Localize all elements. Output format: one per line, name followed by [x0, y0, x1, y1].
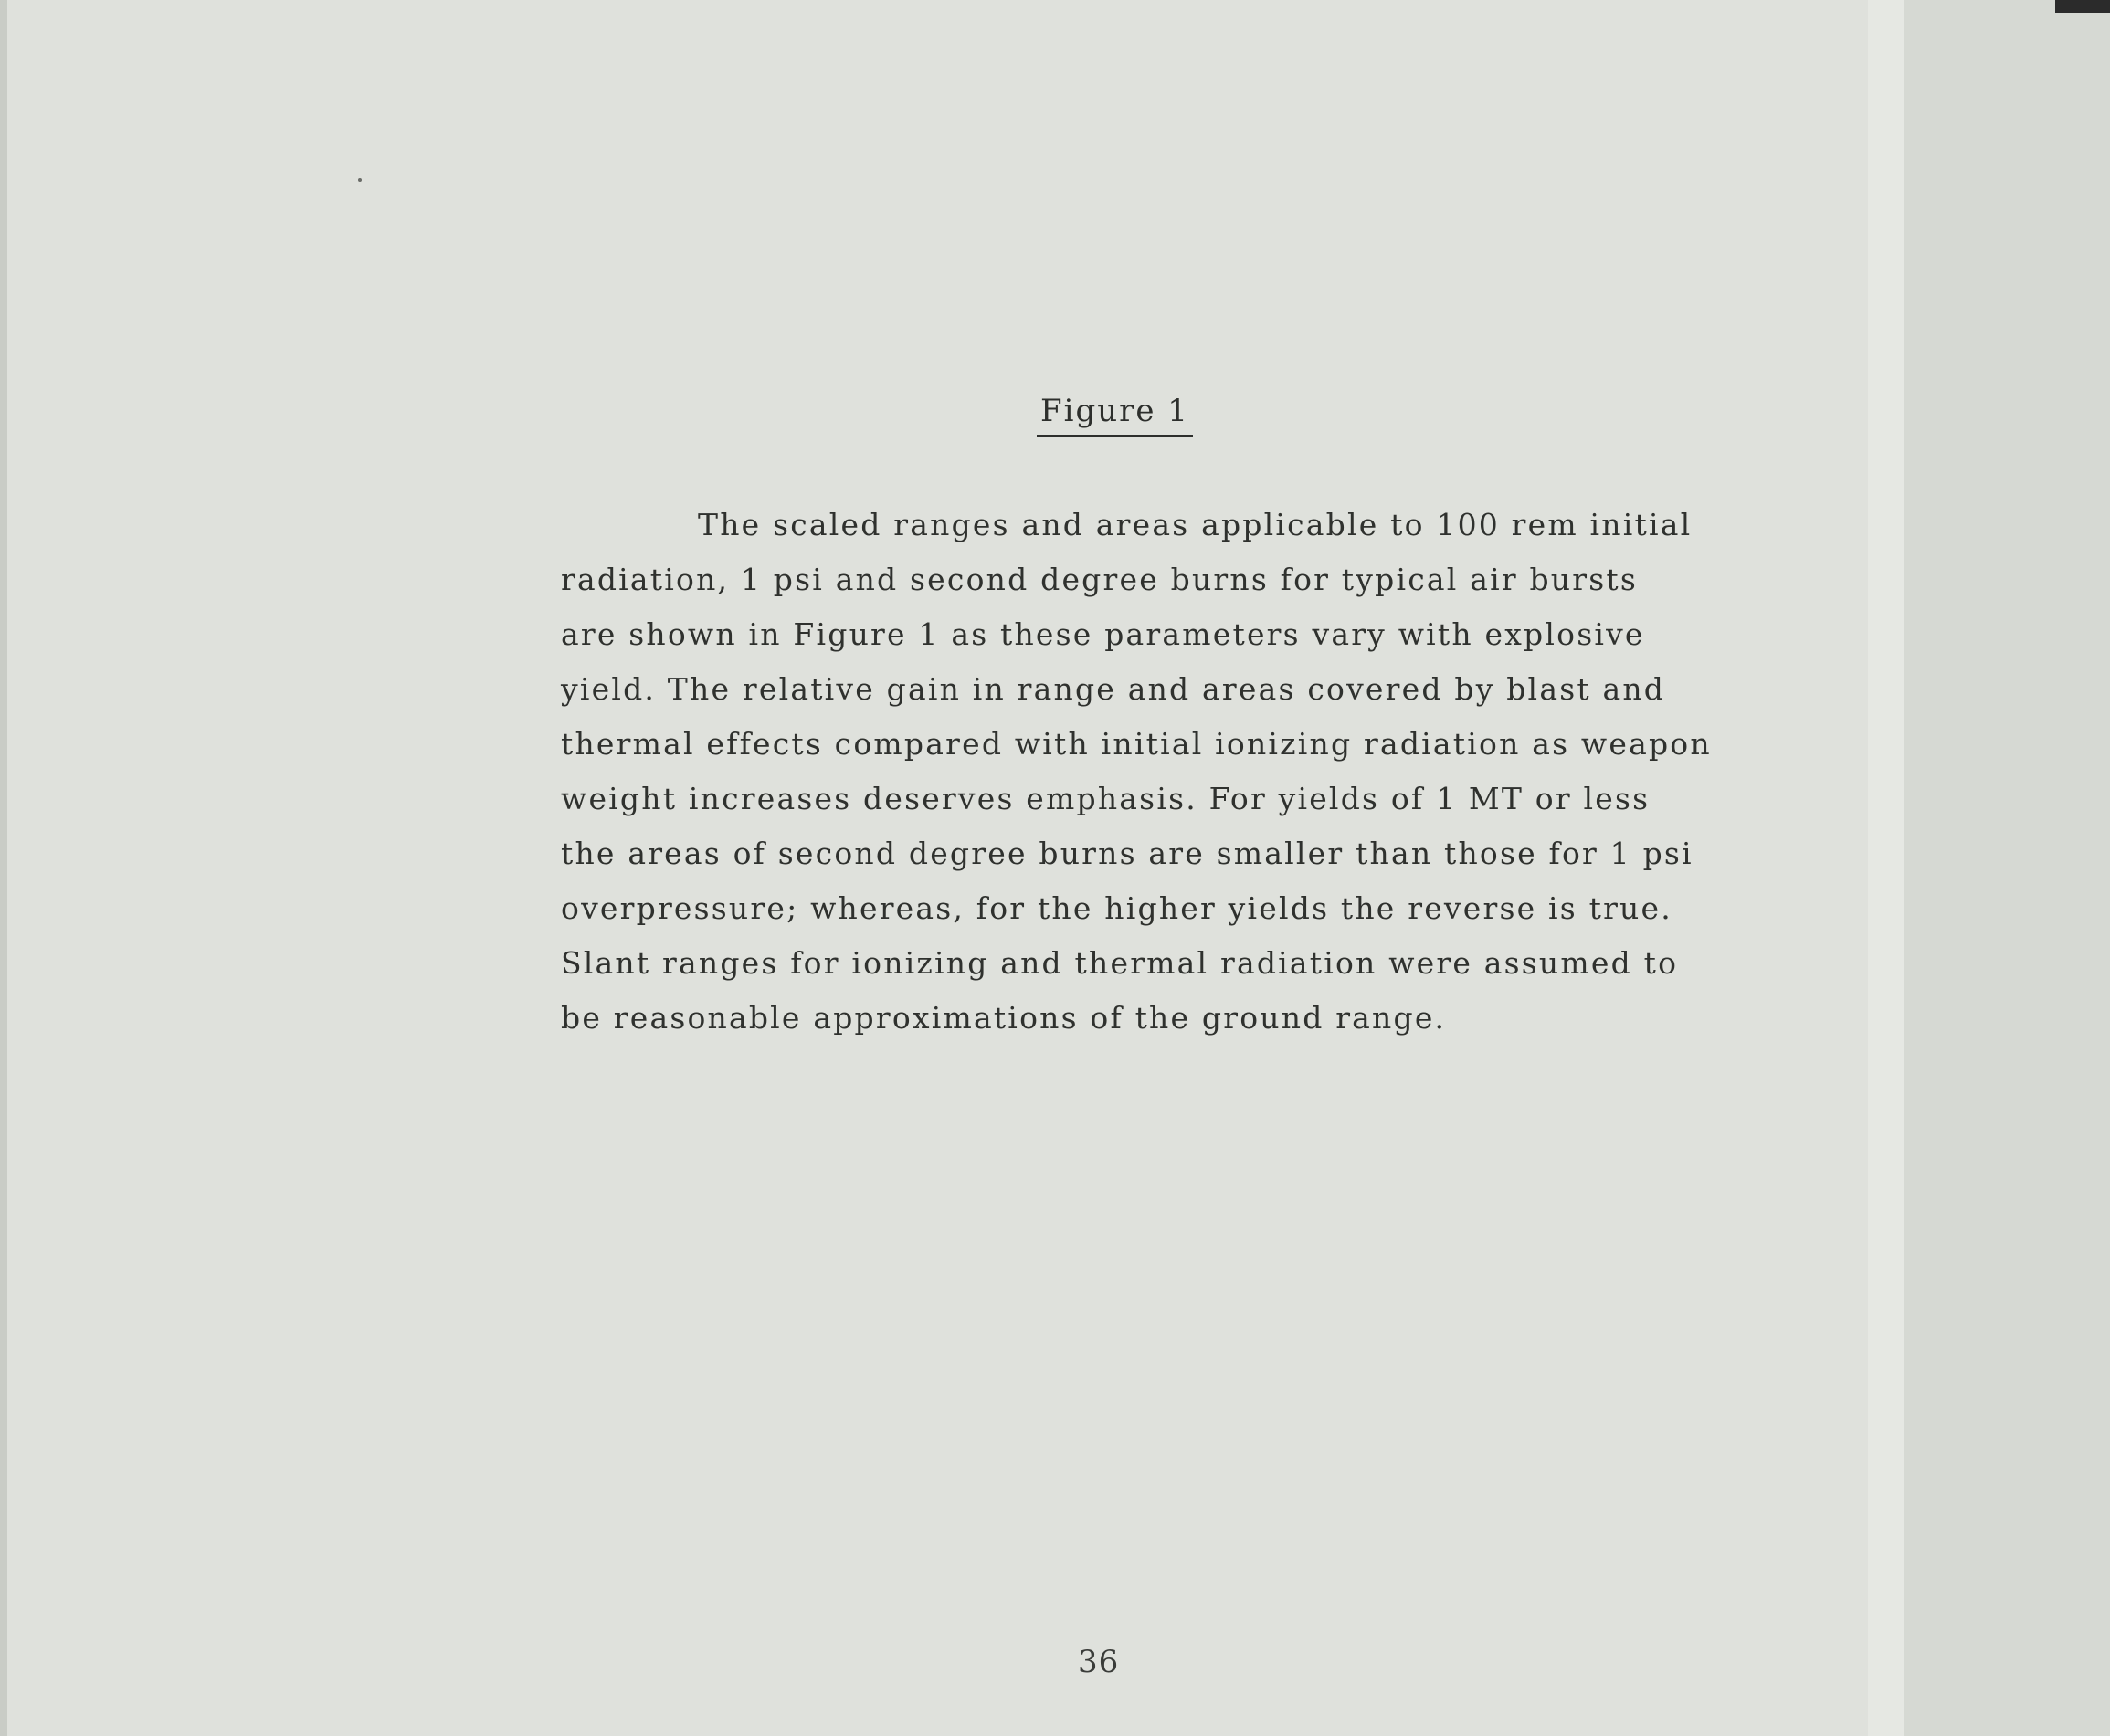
paragraph-line: yield. The relative gain in range and areas covered by blast and [561, 671, 1666, 707]
page-binding-strip [1868, 0, 1904, 1736]
scan-corner-shadow [2055, 0, 2110, 13]
paragraph-line: The scaled ranges and areas applicable to 100 rem initial [698, 507, 1693, 542]
page-left-edge [0, 0, 7, 1736]
adjacent-page-edge [1904, 0, 2110, 1736]
paragraph-line: weight increases deserves emphasis. For yields of 1 MT or less [561, 781, 1651, 816]
figure-title: Figure 1 [1037, 393, 1193, 437]
paragraph-line: thermal effects compared with initial ionizing radiation as weapon [561, 726, 1712, 762]
paragraph-line: are shown in Figure 1 as these parameters vary with explosive [561, 616, 1645, 652]
body-paragraph [561, 498, 1785, 1046]
page-number: 36 [1078, 1644, 1120, 1680]
paragraph-line: radiation, 1 psi and second degree burns for typical air bursts [561, 562, 1638, 597]
speck-mark [358, 178, 362, 182]
paragraph-line: Slant ranges for ionizing and thermal radiation were assumed to [561, 945, 1679, 981]
paragraph-line: the areas of second degree burns are smaller than those for 1 psi [561, 836, 1693, 871]
paragraph-line: be reasonable approximations of the ground range. [561, 1000, 1447, 1036]
paragraph-line: overpressure; whereas, for the higher yields the reverse is true. [561, 890, 1672, 926]
